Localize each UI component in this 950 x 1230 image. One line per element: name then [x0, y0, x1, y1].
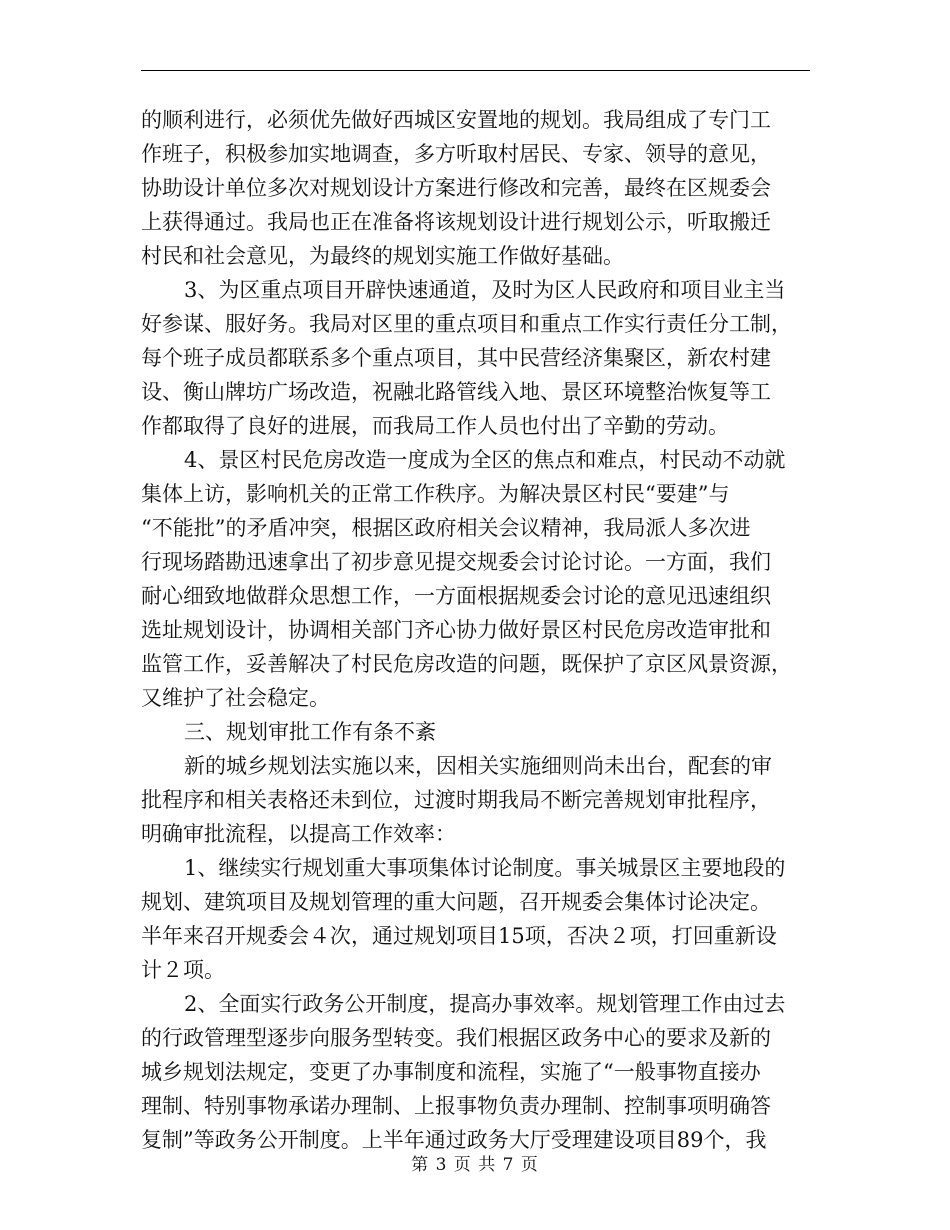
text-line: 半年来召开规委会４次，通过规划项目15项，否决２项，打回重新设	[141, 924, 777, 948]
text-line: 作都取得了良好的进展，而我局工作人员也付出了辛勤的劳动。	[141, 414, 729, 438]
text-line: 复制”等政务公开制度。上半年通过政务大厅受理建设项目89个，我	[141, 1128, 767, 1152]
text-line: 作班子，积极参加实地调查，多方听取村居民、专家、领导的意见，	[141, 142, 771, 166]
text-line: 3、为区重点项目开辟快速通道，及时为区人民政府和项目业主当	[184, 278, 786, 302]
text-line: 每个班子成员都联系多个重点项目，其中民营经济集聚区，新农村建	[141, 346, 771, 370]
text-line: 村民和社会意见，为最终的规划实施工作做好基础。	[141, 244, 624, 268]
text-line: 设、衡山牌坊广场改造，祝融北路管线入地、景区环境整治恢复等工	[141, 380, 771, 404]
text-line: 协助设计单位多次对规划设计方案进行修改和完善，最终在区规委会	[141, 176, 771, 200]
text-line: 批程序和相关表格还未到位，过渡时期我局不断完善规划审批程序，	[141, 788, 771, 812]
text-line: 耐心细致地做群众思想工作，一方面根据规委会讨论的意见迅速组织	[141, 584, 771, 608]
text-line: 理制、特别事物承诺办理制、上报事物负责办理制、控制事项明确答	[141, 1094, 771, 1118]
text-line: 2、全面实行政务公开制度，提高办事效率。规划管理工作由过去	[184, 992, 786, 1016]
text-line: 选址规划设计，协调相关部门齐心协力做好景区村民危房改造审批和	[141, 618, 771, 642]
text-line: 的行政管理型逐步向服务型转变。我们根据区政务中心的要求及新的	[141, 1026, 771, 1050]
text-line: 上获得通过。我局也正在准备将该规划设计进行规划公示，听取搬迁	[141, 210, 771, 234]
text-line: 行现场踏勘迅速拿出了初步意见提交规委会讨论讨论。一方面，我们	[141, 550, 771, 574]
text-line: 规划、建筑项目及规划管理的重大问题，召开规委会集体讨论决定。	[141, 890, 771, 914]
page-footer: 第 3 页 共 7 页	[411, 1155, 539, 1175]
text-line: 计２项。	[141, 958, 225, 982]
text-line: 又维护了社会稳定。	[141, 686, 330, 710]
text-line: 城乡规划法规定，变更了办事制度和流程，实施了“一般事物直接办	[141, 1060, 761, 1084]
text-line: 三、规划审批工作有条不紊	[184, 720, 436, 744]
text-line: 新的城乡规划法实施以来，因相关实施细则尚未出台，配套的审	[184, 754, 772, 778]
text-line: 监管工作，妥善解决了村民危房改造的问题，既保护了京区风景资源，	[141, 652, 792, 676]
text-line: “不能批”的矛盾冲突，根据区政府相关会议精神，我局派人多次进	[141, 516, 751, 540]
text-line: 好参谋、服好务。我局对区里的重点项目和重点工作实行责任分工制，	[141, 312, 792, 336]
body-text	[141, 103, 813, 1157]
header-rule	[141, 70, 810, 71]
text-line: 的顺利进行，必须优先做好西城区安置地的规划。我局组成了专门工	[141, 108, 771, 132]
text-line: 明确审批流程，以提高工作效率：	[141, 822, 456, 846]
text-line: 集体上访，影响机关的正常工作秩序。为解决景区村民“要建”与	[141, 482, 730, 506]
text-line: 1、继续实行规划重大事项集体讨论制度。事关城景区主要地段的	[184, 856, 786, 880]
text-line: 4、景区村民危房改造一度成为全区的焦点和难点，村民动不动就	[184, 448, 786, 472]
